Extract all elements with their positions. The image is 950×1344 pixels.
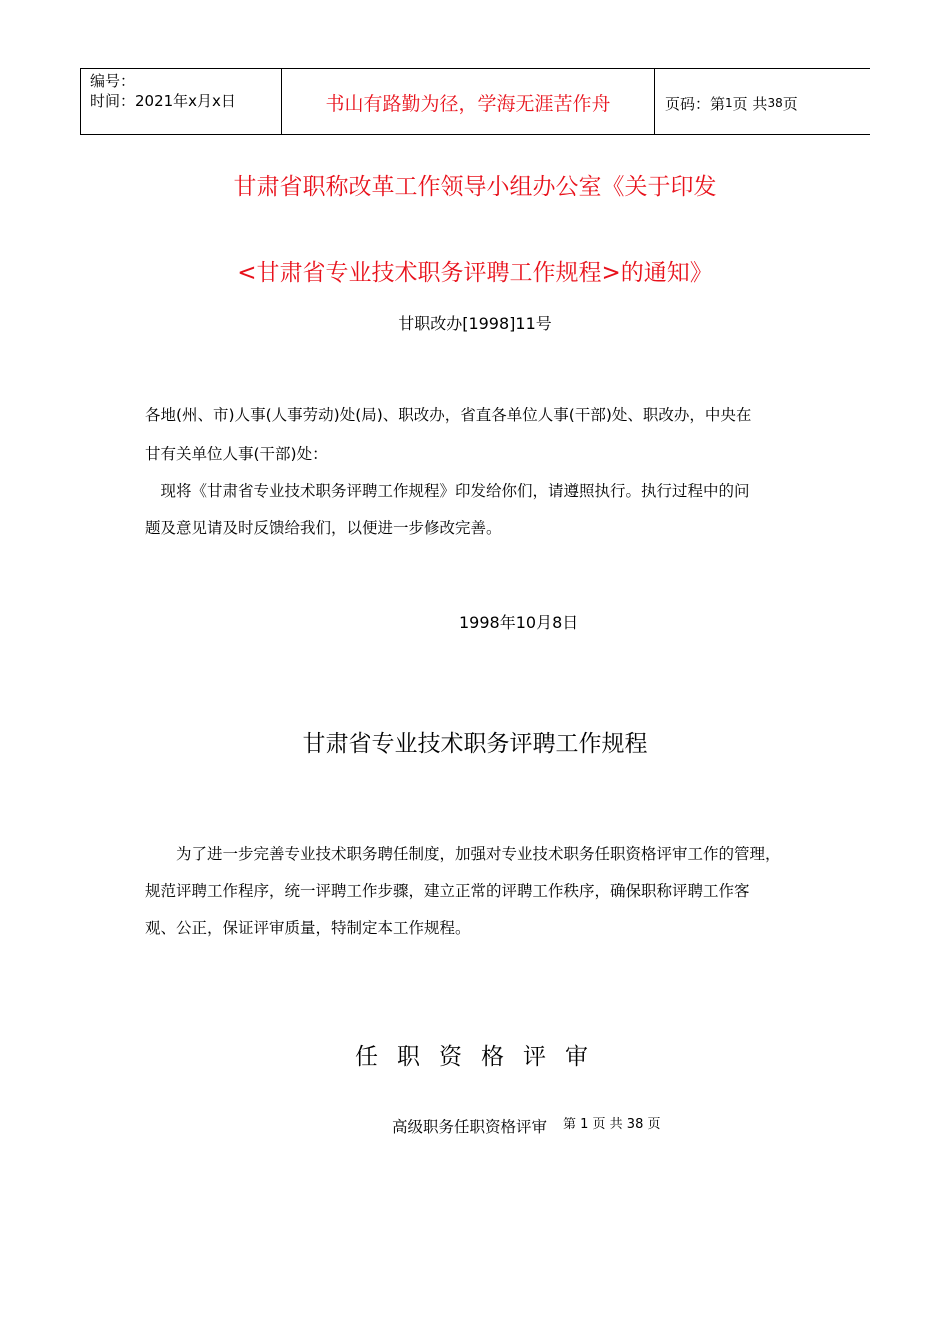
intro-line3: 观、公正，保证评审质量，特制定本工作规程。 [145, 919, 471, 937]
body-line2: 题及意见请及时反馈给我们，以便进一步修改完善。 [145, 519, 502, 537]
document-date: 1998年10月8日 [459, 613, 579, 632]
addressee-line1: 各地(州、市)人事(人事劳动)处(局)、职改办，省直各单位人事(干部)处、职改办，中央在 [145, 406, 752, 424]
document-number: 甘职改办[1998]11号 [398, 314, 552, 333]
document-title-line2: <甘肃省专业技术职务评聘工作规程>的通知》 [237, 260, 713, 286]
page-suffix: 页 [782, 94, 798, 113]
header-motto: 书山有路勤为径，学海无涯苦作舟 [325, 93, 611, 115]
document-time-label: 时间：2021年x月x日 [90, 92, 236, 110]
page-current: 1 [725, 96, 733, 110]
body-line1: 现将《甘肃省专业技术职务评聘工作规程》印发给你们，请遵照执行。执行过程中的问 [145, 482, 750, 500]
subheading: 高级职务任职资格评审 [392, 1118, 548, 1136]
document-number-label: 编号： [90, 72, 136, 90]
header-motto-cell [282, 69, 655, 134]
section-title: 甘肃省专业技术职务评聘工作规程 [302, 731, 648, 757]
intro-line1: 为了进一步完善专业技术职务聘任制度，加强对专业技术职务任职资格评审工作的管理， [145, 845, 781, 863]
section-heading: 任职资格评审 [355, 1044, 607, 1070]
footer-page-number: 第 1 页 共 38 页 [563, 1117, 661, 1132]
page-total: 38 [767, 96, 783, 110]
page-mid: 页 共 [732, 94, 768, 113]
page-prefix: 页码：第 [665, 94, 726, 113]
addressee-line2: 甘有关单位人事(干部)处： [145, 445, 328, 463]
header-meta-cell [81, 69, 282, 134]
document-title-line1: 甘肃省职称改革工作领导小组办公室《关于印发 [233, 174, 717, 200]
intro-line2: 规范评聘工作程序，统一评聘工作步骤，建立正常的评聘工作秩序，确保职称评聘工作客 [145, 882, 750, 900]
header-page-cell [655, 69, 870, 134]
header-table [80, 68, 870, 135]
